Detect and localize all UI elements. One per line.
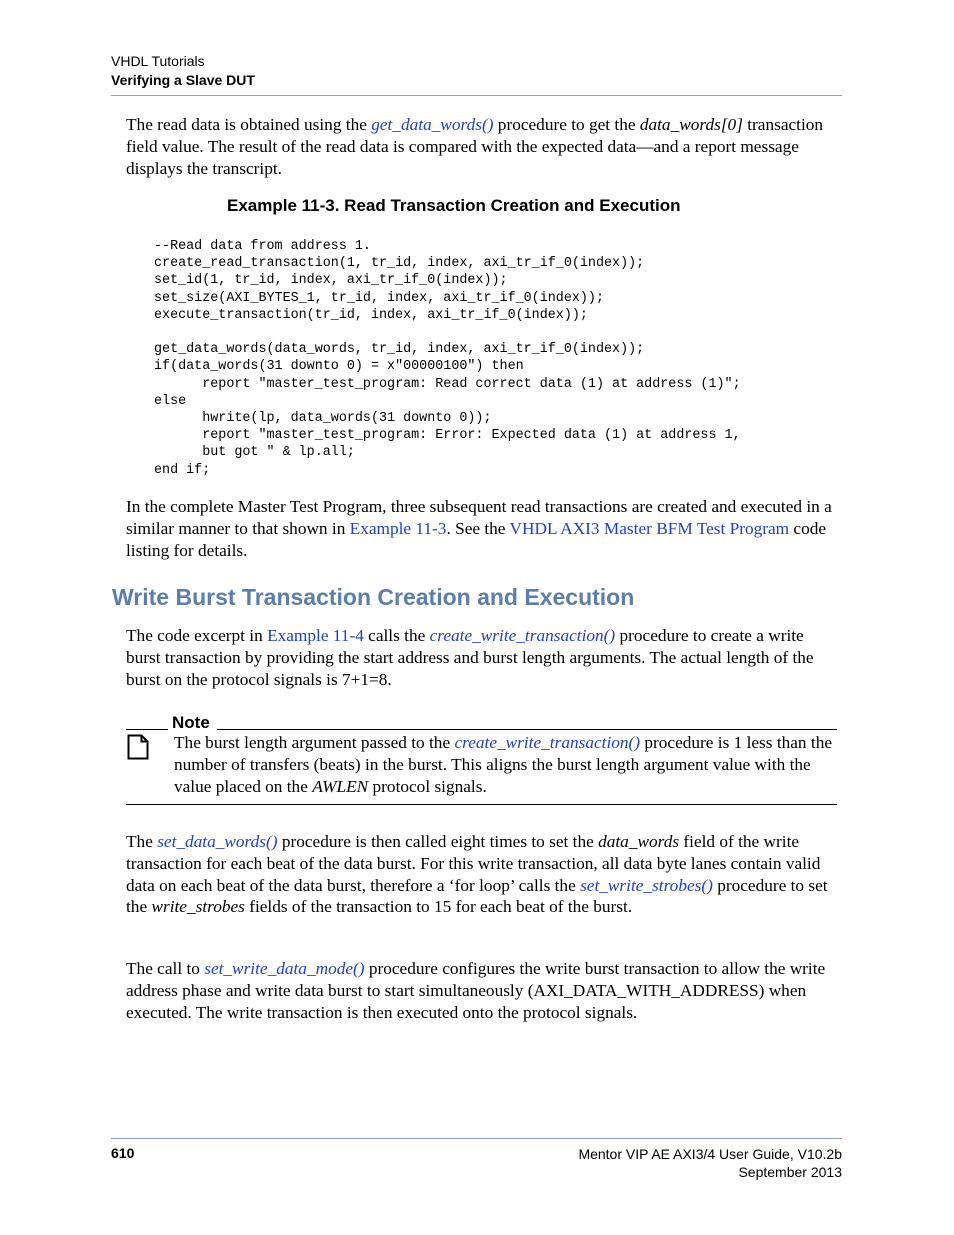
header-chapter: VHDL Tutorials [111,53,205,69]
text: The burst length argument passed to the [174,733,455,752]
text: procedure is 1 less than the number of transfers (beats) in the burst. This aligns the burst length argument value with the value placed on the [174,733,833,796]
link-create-write-transaction-note[interactable]: create_write_transaction() [454,733,641,752]
code-listing: --Read data from address 1. create_read_transaction(1, tr_id, index, axi_tr_if_0(index)); set_id(1, tr_id, index, axi_tr_if_0(index)); set_size(AXI_BYTES_1, tr_id, index, axi_tr_if_0(index)); execute_transaction(tr_id, index, axi_tr_if_0(index)); get_data_words(data_words, tr_id, index, axi_tr_if_0(index)); if(data_words(31 downto 0) = x"00000100") then report "master_test_program: Read correct data (1) at address (1)"; else hwrite(lp, data_words(31 downto 0)); report "master_test_program: Error: Expected data (1) at address 1, but got " & lp.all; end if; [154,239,741,478]
note-text [174,732,838,797]
link-create-write-transaction[interactable]: create_write_transaction() [429,626,616,645]
text: protocol signals. [368,776,487,796]
paragraph-set-data-words [126,831,842,918]
field-name: write_strobes [151,897,245,917]
paragraph-read-data [126,114,842,179]
note-rule-left [126,729,168,730]
text: The call to [126,959,205,978]
paragraph-master-test-program [126,496,842,561]
text: The code excerpt in [126,626,268,645]
paragraph-set-write-data-mode [126,958,842,1023]
example-title: Example 11-3. Read Transaction Creation and Execution [227,196,681,215]
header-rule [111,95,842,96]
paragraph-code-excerpt [126,625,842,690]
header-section: Verifying a Slave DUT [111,72,255,88]
note-page-icon [127,734,149,765]
footer-rule [111,1138,842,1139]
note-rule-right [217,729,837,730]
page-number: 610 [111,1145,135,1161]
text: procedure is then called eight times to set the [277,832,599,851]
text: . See the [446,518,510,538]
note-rule-bottom [126,804,837,805]
text: In the complete Master Test Program, three subsequent read transactions are created and executed in a similar manner to that shown in [126,497,832,538]
link-example-11-4[interactable]: Example 11-4 [267,626,364,645]
text: code listing for details. [126,518,827,560]
footer-date: September 2013 [738,1164,842,1180]
text: The read data is obtained using the [126,115,372,134]
link-set-data-words[interactable]: set_data_words() [157,832,278,851]
link-master-bfm-test-program[interactable]: VHDL AXI3 Master BFM Test Program [509,518,790,538]
text: calls the [363,626,430,645]
running-header [111,52,255,90]
note-label: Note [172,713,210,732]
text: procedure to get the [493,115,640,134]
footer-info [578,1145,842,1181]
link-get-data-words[interactable]: get_data_words() [371,115,494,134]
field-name: data_words[0] [639,115,743,134]
link-example-11-3[interactable]: Example 11-3 [349,518,447,538]
section-heading: Write Burst Transaction Creation and Execution [112,584,635,610]
text: procedure configures the write burst transaction to allow the write address phase and write data burst to start simultaneously (AXI_DATA_WITH_ADDRESS) when executed. The write transaction is then executed onto the protocol signals. [126,959,826,1022]
signal-name: AWLEN [312,776,369,796]
text: transaction field value. The result of the read data is compared with the expected data—and a report message displays the transcript. [126,115,824,178]
text: procedure to set the [126,875,828,917]
footer-doc-title: Mentor VIP AE AXI3/4 User Guide, V10.2b [578,1146,842,1162]
text: fields of the transaction to 15 for each beat of the burst. [244,897,633,917]
text: The [126,832,158,851]
text: procedure to create a write burst transaction by providing the start address and burst length arguments. The actual length of the burst on the protocol signals is 7+1=8. [126,626,814,689]
text: field of the write transaction for each beat of the data burst. For this write transaction, all data byte lanes contain valid data on each beat of the data burst, therefore a ‘for loop’ calls the [126,832,821,895]
link-set-write-data-mode[interactable]: set_write_data_mode() [204,959,365,978]
field-name: data_words [598,832,680,851]
link-set-write-strobes[interactable]: set_write_strobes() [580,875,713,895]
